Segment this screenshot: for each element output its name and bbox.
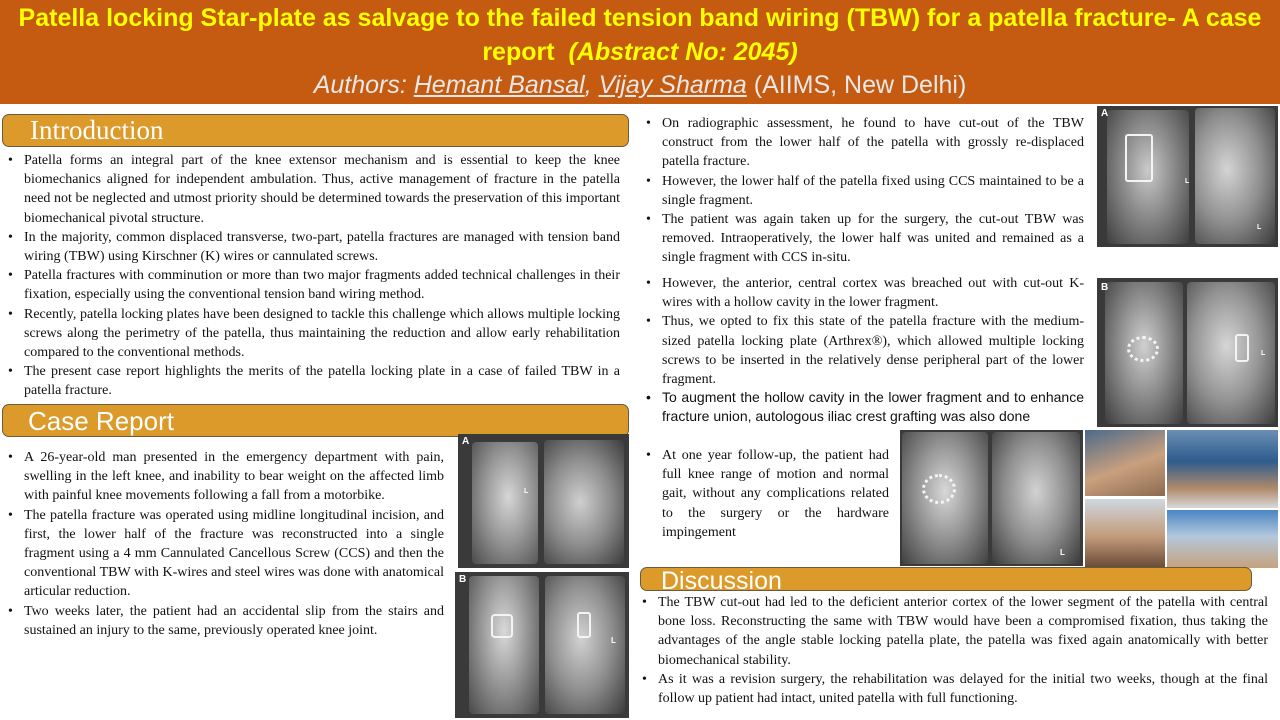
discussion-list	[636, 593, 1268, 708]
star-plate-hardware	[1127, 336, 1159, 362]
case-report-heading: Case Report	[28, 406, 174, 436]
tbw-hardware	[491, 614, 513, 638]
middle-bullet: • However, the anterior, central cortex was breached out with cut-out K- wires with a hollow cavity in the lower fragment.	[640, 274, 1084, 312]
xray-ap-view	[469, 576, 539, 714]
introduction-list	[2, 151, 620, 401]
star-plate-hardware	[922, 474, 956, 504]
middle-bullet: • The patient was again taken up for the surgery, the cut-out TBW was removed. Intraoperatively, the lower half was united and remained as a single fragment with CCS in-situ.	[640, 210, 1084, 268]
middle-list-a	[640, 114, 1084, 268]
figure-label: A	[462, 436, 470, 447]
middle-bullet: • At one year follow-up, the patient had full knee range of motion and normal gait, without any complications related to the surgery or the hardware impingement	[640, 446, 889, 542]
title-banner	[0, 0, 1280, 104]
middle-list-c	[640, 388, 1084, 426]
introduction-heading-bar	[2, 114, 629, 147]
poster-title	[0, 0, 1280, 69]
figure-label: B	[459, 574, 467, 585]
abstract-number: (Abstract No: 2045)	[568, 38, 798, 66]
tbw-hardware	[577, 612, 591, 638]
side-marker: L	[1257, 224, 1262, 231]
clinical-photo-knee-flexion	[1085, 430, 1165, 496]
xray-figure-cutout	[1097, 106, 1278, 247]
affiliation: (AIIMS, New Delhi)	[746, 71, 967, 99]
xray-lateral-view	[1195, 108, 1275, 244]
discussion-bullet: • The TBW cut-out had led to the deficient anterior cortex of the lower segment of the patella with central bone loss. Reconstructing the same with TBW would have been a compromised fixation, thus taking the advantages of the angle stable locking patella plate, the patella was fixed again anatomically with better biomechanical stability.	[636, 593, 1268, 670]
discussion-heading: Discussion	[661, 567, 782, 595]
middle-bullet: • However, the lower half of the patella fixed using CCS maintained to be a single fragment.	[640, 172, 1084, 210]
case-bullet: • Two weeks later, the patient had an accidental slip from the stairs and sustained an injury to the same, previously operated knee joint.	[2, 602, 444, 640]
intro-bullet: • Patella forms an integral part of the knee extensor mechanism and is essential to keep the knee biomechanics aligned for independent ambulation. Thus, active management of fracture in the patella need not be neglected and utmost priority should be determined towards the preservation of this important biomechanical pivotal structure.	[2, 151, 620, 228]
figure-label: B	[1101, 282, 1109, 293]
discussion-bullet: • As it was a revision surgery, the rehabilitation was delayed for the initial two weeks, though at the final follow up patient had intact, united patella with full functioning.	[636, 670, 1268, 708]
middle-bullet: • On radiographic assessment, he found to have cut-out of the TBW construct from the lower half of the patella with grossly re-displaced patella fracture.	[640, 114, 1084, 172]
side-marker: L	[611, 636, 616, 645]
side-marker: L	[1060, 548, 1065, 557]
intro-bullet: • The present case report highlights the merits of the patella locking plate in a case of failed TBW in a patella fracture.	[2, 362, 620, 400]
middle-bullet: • To augment the hollow cavity in the lower fragment and to enhance fracture union, autologous iliac crest grafting was also done	[640, 388, 1084, 426]
xray-lateral-view	[992, 432, 1080, 564]
intro-bullet: • Recently, patella locking plates have been designed to tackle this challenge which allows multiple locking screws along the perimetry of the patella, thus maintaining the reduction and allow early rehabilitation compared to the conventional methods.	[2, 305, 620, 363]
side-marker: L	[1261, 350, 1266, 357]
discussion-heading-bar	[640, 567, 1252, 595]
intro-bullet: • In the majority, common displaced transverse, two-part, patella fractures are managed with tension band wiring (TBW) using Kirschner (K) wires or cannulated screws.	[2, 228, 620, 266]
middle-list-b	[640, 274, 1084, 389]
xray-figure-followup	[900, 430, 1083, 566]
xray-ap-view	[472, 442, 538, 564]
author-1: Hemant Bansal	[413, 71, 585, 99]
side-marker: L	[1185, 178, 1190, 185]
intro-bullet: • Patella fractures with comminution or more than two major fragments added technical challenges in their fixation, especially using the conventional tension band wiring method.	[2, 266, 620, 304]
author-separator: ,	[584, 71, 599, 99]
author-2: Vijay Sharma	[598, 71, 747, 99]
side-marker: L	[524, 488, 529, 495]
tbw-hardware	[1125, 134, 1153, 182]
middle-list-d	[640, 446, 889, 542]
xray-lateral-view	[544, 440, 624, 564]
case-bullet: • The patella fracture was operated using midline longitudinal incision, and first, the lower half of the fracture was reconstructed into a single fragment using a 4 mm Cannulated Cancellous Screw (CCS) and then the conventional TBW with K-wires and steel wires was done with anatomical articular reduction.	[2, 506, 444, 602]
xray-figure-tbw	[455, 572, 629, 718]
middle-bullet: • Thus, we opted to fix this state of the patella fracture with the medium-sized patella locking plate (Arthrex®), which allowed multiple locking screws to be inserted in the relatively dense peripheral part of the lower fragment.	[640, 312, 1084, 389]
case-bullet: • A 26-year-old man presented in the emergency department with pain, swelling in the left knee, and inability to bear weight on the affected limb with painful knee movements following a fall from a motorbike.	[2, 448, 444, 506]
clinical-photo-cross-legged	[1167, 430, 1278, 508]
introduction-heading: Introduction	[30, 115, 164, 145]
xray-figure-initial	[458, 434, 629, 568]
figure-label: A	[1101, 108, 1109, 119]
authors-line	[0, 70, 1280, 100]
case-report-heading-bar	[2, 404, 629, 437]
xray-figure-locking-plate	[1097, 278, 1278, 427]
authors-prefix: Authors:	[313, 71, 414, 99]
xray-lateral-view	[545, 576, 625, 714]
case-report-list	[2, 448, 444, 640]
title-main: Patella locking Star-plate as salvage to the failed tension band wiring (TBW) for a patella fracture- A case report	[18, 4, 1262, 66]
clinical-photo-squat	[1085, 499, 1165, 567]
clinical-photo-leg-extension	[1167, 510, 1278, 568]
star-plate-hardware	[1235, 334, 1249, 362]
